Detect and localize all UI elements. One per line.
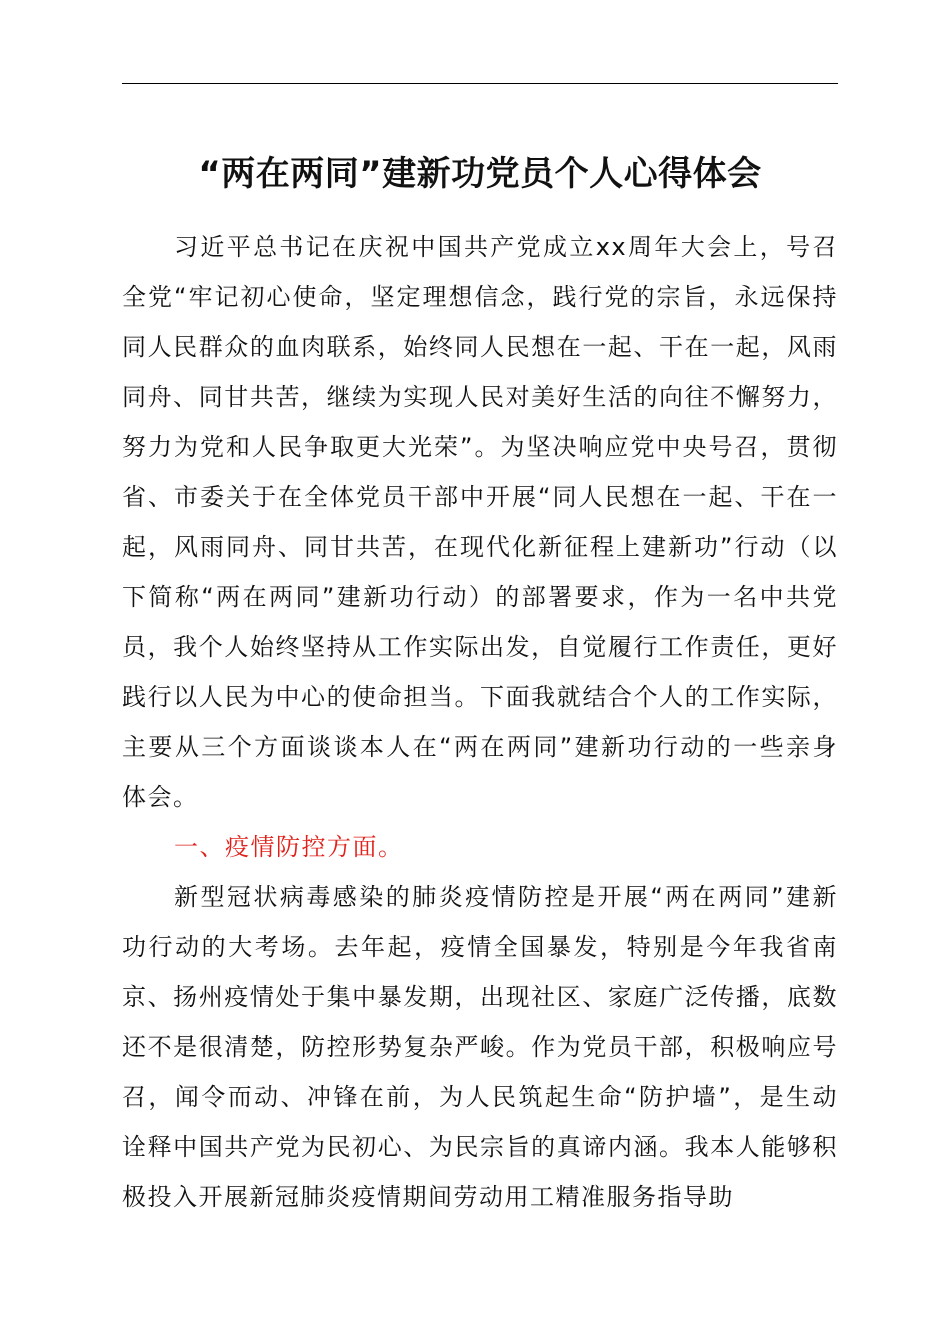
document-body bbox=[122, 222, 838, 1222]
header-rule bbox=[122, 83, 838, 84]
epidemic-paragraph: 新型冠状病毒感染的肺炎疫情防控是开展“两在两同”建新功行动的大考场。去年起，疫情全国暴发，特别是今年我省南京、扬州疫情处于集中暴发期，出现社区、家庭广泛传播，底数还不是很清楚，防控形势复杂严峻。作为党员干部，积极响应号召，闻令而动、冲锋在前，为人民筑起生命“防护墙”，是生动诠释中国共产党为民初心、为民宗旨的真谛内涵。我本人能够积极投入开展新冠肺炎疫情期间劳动用工精准服务指导助 bbox=[122, 883, 838, 1211]
intro-paragraph: 习近平总书记在庆祝中国共产党成立xx周年大会上，号召全党“牢记初心使命，坚定理想信念，践行党的宗旨，永远保持同人民群众的血肉联系，始终同人民想在一起、干在一起，风雨同舟、同甘共苦，继续为实现人民对美好生活的向往不懈努力，努力为党和人民争取更大光荣”。为坚决响应党中央号召，贯彻省、市委关于在全体党员干部中开展“同人民想在一起、干在一起，风雨同舟、同甘共苦，在现代化新征程上建新功”行动（以下简称“两在两同”建新功行动）的部署要求，作为一名中共党员，我个人始终坚持从工作实际出发，自觉履行工作责任，更好践行以人民为中心的使命担当。下面我就结合个人的工作实际，主要从三个方面谈谈本人在“两在两同”建新功行动的一些亲身体会。 bbox=[122, 233, 838, 811]
document-title: “两在两同”建新功党员个人心得体会 bbox=[198, 154, 762, 194]
section-heading-epidemic: 一、疫情防控方面。 bbox=[174, 833, 404, 861]
